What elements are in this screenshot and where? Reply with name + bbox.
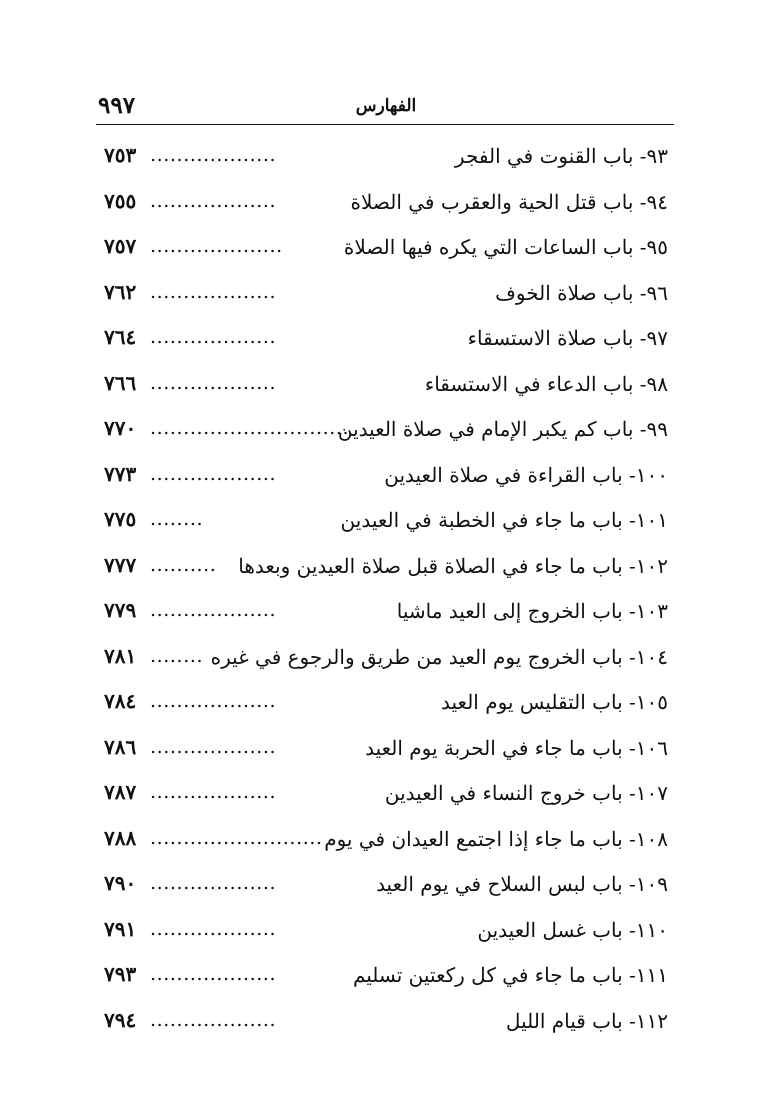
dot-leader: ........: [150, 508, 204, 530]
toc-entry: [100, 955, 672, 1001]
entry-page-number: ٧٩٠: [104, 871, 137, 895]
entry-page-number: ٧٨٧: [104, 780, 137, 804]
entry-page-number: ٧٩٤: [104, 1007, 137, 1032]
toc-entry: [100, 682, 672, 728]
entry-page-number: ٧٧٧: [104, 552, 137, 577]
entry-title: ٩٧- باب صلاة الاستسقاء: [467, 326, 668, 350]
dot-leader: ..........................: [150, 826, 323, 849]
toc-entry: [100, 500, 672, 546]
entry-title: ١٠٣- باب الخروج إلى العيد ماشيا: [396, 599, 668, 623]
toc-entry: [100, 227, 672, 273]
entry-title: ١٠٠- باب القراءة في صلاة العيدين: [384, 462, 668, 487]
dot-leader: ..............................: [150, 417, 350, 439]
entry-page-number: ٧٧٥: [104, 507, 137, 531]
toc-entry: [100, 910, 672, 956]
toc-entry: [100, 591, 672, 637]
dot-leader: ...................: [150, 690, 277, 712]
dot-leader: ...................: [150, 963, 277, 985]
entry-page-number: ٧٦٢: [104, 279, 137, 304]
entry-page-number: ٧٨٨: [104, 825, 137, 850]
entry-title: ٩٩- باب كم يكبر الإمام في صلاة العيدين: [337, 417, 668, 441]
entry-page-number: ٧٩٣: [104, 962, 137, 986]
toc-entry: [100, 318, 672, 364]
toc-entry: [100, 546, 672, 592]
page-header: [96, 92, 674, 125]
entry-title: ١٠٨- باب ما جاء إذا اجتمع العيدان في يوم: [324, 826, 668, 851]
entry-title: ٩٦- باب صلاة الخوف: [495, 280, 668, 305]
entry-page-number: ٧٨٦: [104, 734, 137, 759]
toc-entry: [100, 136, 672, 182]
page-title: الفهارس: [355, 96, 417, 116]
dot-leader: ...................: [150, 781, 277, 803]
toc-entry: [100, 728, 672, 774]
entry-title: ١٠٩- باب لبس السلاح في يوم العيد: [376, 872, 668, 896]
dot-leader: ...................: [150, 189, 277, 212]
entry-title: ١٠٦- باب ما جاء في الحربة يوم العيد: [365, 735, 668, 760]
dot-leader: ...................: [150, 371, 277, 394]
dot-leader: ........: [150, 644, 204, 667]
dot-leader: ...................: [150, 872, 277, 894]
entry-page-number: ٧٦٦: [104, 370, 137, 395]
dot-leader: ...................: [150, 144, 277, 166]
entry-title: ١٠٥- باب التقليس يوم العيد: [441, 690, 668, 714]
entry-page-number: ٧٥٧: [104, 234, 137, 258]
entry-title: ١١٠- باب غسل العيدين: [477, 917, 668, 942]
entry-page-number: ٧٧٠: [104, 416, 137, 440]
entry-title: ١١٢- باب قيام الليل: [505, 1008, 668, 1033]
entry-title: ١١١- باب ما جاء في كل ركعتين تسليم: [352, 963, 668, 987]
toc-entry: [100, 773, 672, 819]
toc-entry: [100, 637, 672, 683]
entry-title: ١٠١- باب ما جاء في الخطبة في العيدين: [340, 508, 668, 532]
entry-title: ٩٤- باب قتل الحية والعقرب في الصلاة: [350, 189, 668, 214]
toc-entry: [100, 455, 672, 501]
dot-leader: ....................: [150, 235, 283, 257]
entry-page-number: ٧٦٤: [104, 325, 137, 349]
toc-entry: [100, 182, 672, 228]
entry-page-number: ٧٩١: [104, 916, 137, 941]
toc-entry: [100, 364, 672, 410]
entry-page-number: ٧٨٤: [104, 689, 137, 713]
dot-leader: ...................: [150, 326, 277, 348]
toc-entry: [100, 409, 672, 455]
entry-title: ٩٣- باب القنوت في الفجر: [454, 144, 668, 168]
page-number: ٩٩٧: [98, 92, 136, 119]
dot-leader: ...................: [150, 1008, 277, 1031]
toc-entry: [100, 1001, 672, 1047]
entry-page-number: ٧٧٩: [104, 598, 137, 622]
entry-title: ٩٨- باب الدعاء في الاستسقاء: [424, 371, 668, 396]
entry-title: ١٠٢- باب ما جاء في الصلاة قبل صلاة العيدين وبعدها: [238, 553, 668, 578]
toc-entry: [100, 273, 672, 319]
dot-leader: ...................: [150, 280, 277, 303]
toc-entry: [100, 864, 672, 910]
entry-page-number: ٧٧٣: [104, 461, 137, 486]
dot-leader: ..........: [150, 553, 217, 576]
dot-leader: ...................: [150, 917, 277, 940]
entry-title: ١٠٤- باب الخروج يوم العيد من طريق والرجوع في غيره: [210, 644, 668, 669]
entry-title: ١٠٧- باب خروج النساء في العيدين: [384, 781, 668, 805]
dot-leader: ...................: [150, 735, 277, 758]
table-of-contents: [100, 136, 672, 1046]
entry-page-number: ٧٥٣: [104, 143, 137, 167]
entry-page-number: ٧٨١: [104, 643, 137, 668]
toc-entry: [100, 819, 672, 865]
dot-leader: ...................: [150, 599, 277, 621]
entry-page-number: ٧٥٥: [104, 188, 137, 213]
dot-leader: ...................: [150, 462, 277, 485]
entry-title: ٩٥- باب الساعات التي يكره فيها الصلاة: [343, 235, 668, 259]
